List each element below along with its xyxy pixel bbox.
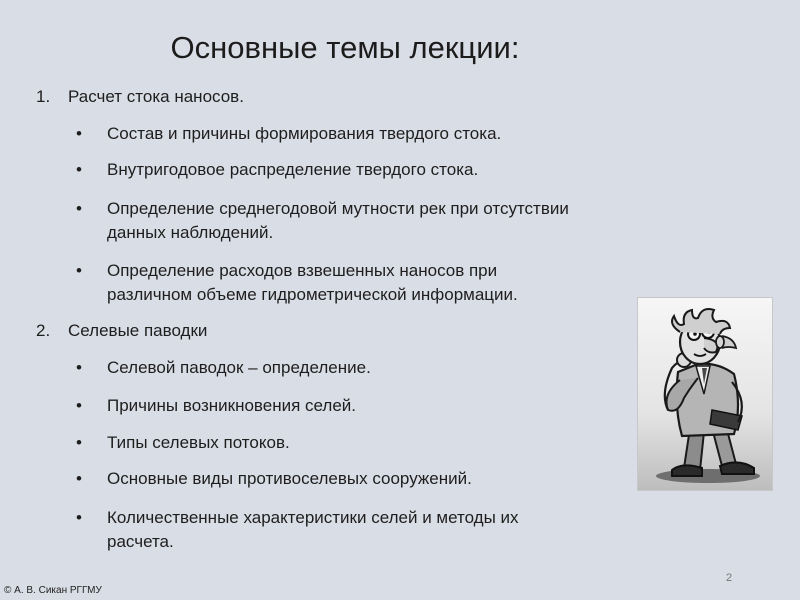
list-item-text: Внутригодовое распределение твердого стока. — [107, 160, 479, 179]
list-item-text-line-1: Определение среднегодовой мутности рек при отсутствии — [107, 199, 569, 218]
bullet-icon: • — [76, 508, 82, 527]
list-item-text-line-2: различном объеме гидрометрической информации. — [107, 285, 518, 304]
list-item — [76, 394, 636, 418]
topic-number: 2. — [36, 321, 51, 340]
topic-1 — [36, 86, 244, 108]
list-item — [76, 122, 636, 146]
list-item — [76, 506, 636, 554]
list-item — [76, 259, 636, 307]
list-item-text-line-2: расчета. — [107, 532, 174, 551]
bullet-icon: • — [76, 199, 82, 218]
bullet-icon: • — [76, 358, 82, 377]
author-credit: © А. В. Сикан РГГМУ — [4, 585, 102, 596]
list-item — [76, 356, 636, 380]
professor-illustration — [638, 298, 772, 490]
topic-label: Селевые паводки — [68, 321, 208, 340]
slide-title: Основные темы лекции: — [170, 30, 520, 65]
list-item-text: Состав и причины формирования твердого стока. — [107, 124, 502, 143]
bullet-icon: • — [76, 396, 82, 415]
list-item-text-line-2: данных наблюдений. — [107, 223, 274, 242]
list-item-text-line-1: Количественные характеристики селей и методы их — [107, 508, 519, 527]
list-item-text-line-1: Определение расходов взвешенных наносов при — [107, 261, 498, 280]
page-number: 2 — [726, 572, 733, 584]
bullet-icon: • — [76, 261, 82, 280]
bullet-icon: • — [76, 160, 82, 179]
list-item-text: Причины возникновения селей. — [107, 396, 357, 415]
list-item-text: Основные виды противоселевых сооружений. — [107, 469, 472, 488]
bullet-icon: • — [76, 433, 82, 452]
list-item-text: Типы селевых потоков. — [107, 433, 290, 452]
list-item — [76, 197, 636, 245]
bullet-icon: • — [76, 469, 82, 488]
list-item-text: Селевой паводок – определение. — [107, 358, 371, 377]
list-item — [76, 431, 636, 455]
bullet-icon: • — [76, 124, 82, 143]
list-item — [76, 158, 636, 182]
professor-drawing — [638, 298, 772, 490]
topic-2 — [36, 320, 207, 342]
list-item — [76, 467, 636, 491]
topic-number: 1. — [36, 87, 51, 106]
topic-label: Расчет стока наносов. — [68, 87, 244, 106]
